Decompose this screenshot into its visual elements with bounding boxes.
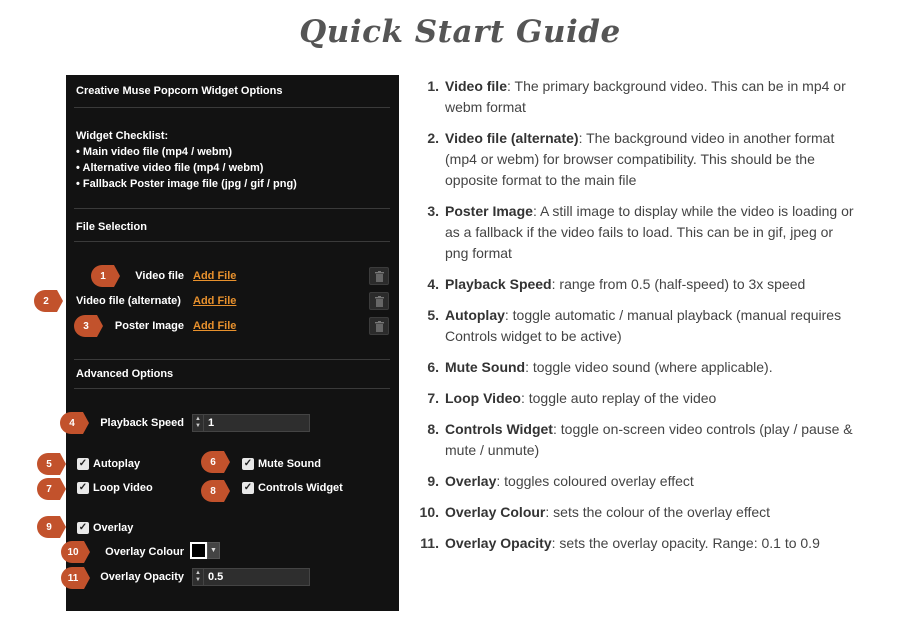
- callout-marker: 1: [90, 264, 120, 288]
- callout-marker: 4: [59, 411, 89, 435]
- autoplay-checkbox[interactable]: ✓: [78, 458, 88, 469]
- checklist-item: • Fallback Poster image file (jpg / gif / png): [76, 178, 297, 190]
- chevron-down-icon[interactable]: ▼: [195, 423, 201, 429]
- divider: [74, 388, 390, 389]
- widget-checklist: [76, 128, 297, 192]
- guide-term: Controls Widget: [445, 421, 553, 437]
- guide-item: [415, 201, 860, 264]
- autoplay-label: Autoplay: [93, 458, 141, 470]
- guide-term: Autoplay: [445, 307, 505, 323]
- callout-marker: 10: [60, 540, 90, 564]
- overlay-opacity-input[interactable]: 0.5: [204, 568, 310, 586]
- guide-term: Poster Image: [445, 203, 533, 219]
- guide-item: [415, 471, 860, 492]
- guide-text: : sets the overlay opacity. Range: 0.1 to 0.9: [551, 535, 820, 551]
- checklist-item: • Alternative video file (mp4 / webm): [76, 162, 264, 174]
- playback-speed-input[interactable]: 1: [204, 414, 310, 432]
- controls-widget-label: Controls Widget: [258, 482, 343, 494]
- trash-icon: [375, 271, 384, 282]
- guide-number: 6.: [427, 359, 439, 375]
- video-file-label: Video file: [135, 270, 184, 282]
- page-title: Quick Start Guide: [299, 14, 621, 50]
- delete-video-file-alternate-button[interactable]: [369, 292, 389, 310]
- widget-options-panel: [66, 75, 399, 611]
- loop-video-checkbox-row[interactable]: [77, 482, 153, 494]
- add-video-file-link[interactable]: Add File: [193, 270, 237, 282]
- guide-item: [415, 128, 860, 191]
- guide-term: Video file (alternate): [445, 130, 579, 146]
- guide-number: 10.: [419, 504, 439, 520]
- callout-marker: 2: [33, 289, 63, 313]
- guide-number: 3.: [427, 203, 439, 219]
- callout-marker: 6: [200, 450, 230, 474]
- overlay-colour-label: Overlay Colour: [105, 546, 184, 558]
- trash-icon: [375, 296, 384, 307]
- guide-number: 5.: [427, 307, 439, 323]
- poster-image-label: Poster Image: [114, 320, 184, 332]
- callout-marker: 3: [73, 314, 103, 338]
- guide-text: : toggle automatic / manual playback (manual requires Controls widget to be active): [445, 307, 842, 344]
- divider: [74, 208, 390, 209]
- guide-text: : A still image to display while the video is loading or as a fallback if the video fails to load. This can be in gif, jpeg or png format: [445, 203, 854, 261]
- overlay-checkbox[interactable]: ✓: [78, 522, 88, 533]
- guide-term: Overlay Opacity: [445, 535, 552, 551]
- guide-term: Mute Sound: [445, 359, 526, 375]
- callout-marker: 9: [36, 515, 66, 539]
- playback-speed-label: Playback Speed: [100, 417, 184, 429]
- guide-item: [415, 419, 860, 461]
- overlay-checkbox-row[interactable]: [77, 522, 133, 534]
- stepper-arrows[interactable]: [192, 414, 204, 432]
- guide-item: [415, 305, 860, 347]
- advanced-options-heading: Advanced Options: [76, 368, 174, 380]
- guide-text: : The background video in another format (mp4 or webm) for browser compatibility. This should be the opposite format to the main file: [445, 130, 835, 188]
- delete-video-file-button[interactable]: [369, 267, 389, 285]
- checklist-item: • Main video file (mp4 / webm): [76, 146, 233, 158]
- overlay-colour-picker[interactable]: [190, 542, 220, 559]
- guide-term: Overlay Colour: [445, 504, 546, 520]
- autoplay-checkbox-row[interactable]: [77, 458, 140, 470]
- callout-marker: 5: [36, 452, 66, 476]
- colour-swatch[interactable]: [190, 542, 207, 559]
- guide-text: : The primary background video. This can be in mp4 or webm format: [445, 78, 846, 115]
- callout-marker: 11: [60, 566, 90, 590]
- mute-sound-label: Mute Sound: [258, 458, 321, 470]
- guide-text: : toggle on-screen video controls (play / pause & mute / unmute): [445, 421, 853, 458]
- guide-item: [415, 357, 860, 378]
- checklist-heading: Widget Checklist:: [76, 130, 169, 142]
- callout-marker: 8: [200, 479, 230, 503]
- chevron-down-icon[interactable]: ▼: [207, 542, 220, 559]
- delete-poster-image-button[interactable]: [369, 317, 389, 335]
- mute-sound-checkbox[interactable]: ✓: [243, 458, 253, 469]
- guide-number: 8.: [427, 421, 439, 437]
- overlay-label: Overlay: [93, 522, 134, 534]
- guide-text: : toggles coloured overlay effect: [496, 473, 694, 489]
- guide-number: 9.: [427, 473, 439, 489]
- divider: [74, 107, 390, 108]
- guide-text: : toggle auto replay of the video: [520, 390, 717, 406]
- guide-text: : toggle video sound (where applicable).: [525, 359, 773, 375]
- guide-term: Loop Video: [445, 390, 521, 406]
- controls-widget-checkbox-row[interactable]: [242, 482, 343, 494]
- chevron-up-icon[interactable]: ▲: [195, 570, 201, 576]
- guide-item: [415, 502, 860, 523]
- video-file-alternate-label: Video file (alternate): [76, 295, 181, 307]
- guide-text: : range from 0.5 (half-speed) to 3x speed: [551, 276, 806, 292]
- callout-marker: 7: [36, 477, 66, 501]
- controls-widget-checkbox[interactable]: ✓: [243, 482, 253, 493]
- guide-item: [415, 76, 860, 118]
- guide-item: [415, 533, 860, 554]
- guide-number: 2.: [427, 130, 439, 146]
- divider: [74, 359, 390, 360]
- panel-title: Creative Muse Popcorn Widget Options: [76, 85, 283, 97]
- trash-icon: [375, 321, 384, 332]
- guide-list: [415, 76, 860, 564]
- loop-video-checkbox[interactable]: ✓: [78, 482, 88, 493]
- playback-speed-stepper[interactable]: [192, 414, 310, 432]
- loop-video-label: Loop Video: [93, 482, 153, 494]
- mute-sound-checkbox-row[interactable]: [242, 458, 321, 470]
- guide-number: 1.: [427, 78, 439, 94]
- add-poster-image-link[interactable]: Add File: [193, 320, 237, 332]
- guide-text: : sets the colour of the overlay effect: [545, 504, 771, 520]
- overlay-opacity-stepper[interactable]: [192, 568, 310, 586]
- guide-number: 7.: [427, 390, 439, 406]
- overlay-opacity-label: Overlay Opacity: [100, 571, 184, 583]
- chevron-up-icon[interactable]: ▲: [195, 416, 201, 422]
- guide-number: 11.: [420, 535, 439, 551]
- guide-term: Overlay: [445, 473, 497, 489]
- divider: [74, 241, 390, 242]
- stepper-arrows[interactable]: [192, 568, 204, 586]
- chevron-down-icon[interactable]: ▼: [195, 577, 201, 583]
- guide-item: [415, 274, 860, 295]
- file-selection-heading: File Selection: [76, 221, 147, 233]
- guide-item: [415, 388, 860, 409]
- add-video-file-alternate-link[interactable]: Add File: [193, 295, 237, 307]
- guide-number: 4.: [427, 276, 439, 292]
- guide-term: Video file: [445, 78, 507, 94]
- guide-term: Playback Speed: [445, 276, 552, 292]
